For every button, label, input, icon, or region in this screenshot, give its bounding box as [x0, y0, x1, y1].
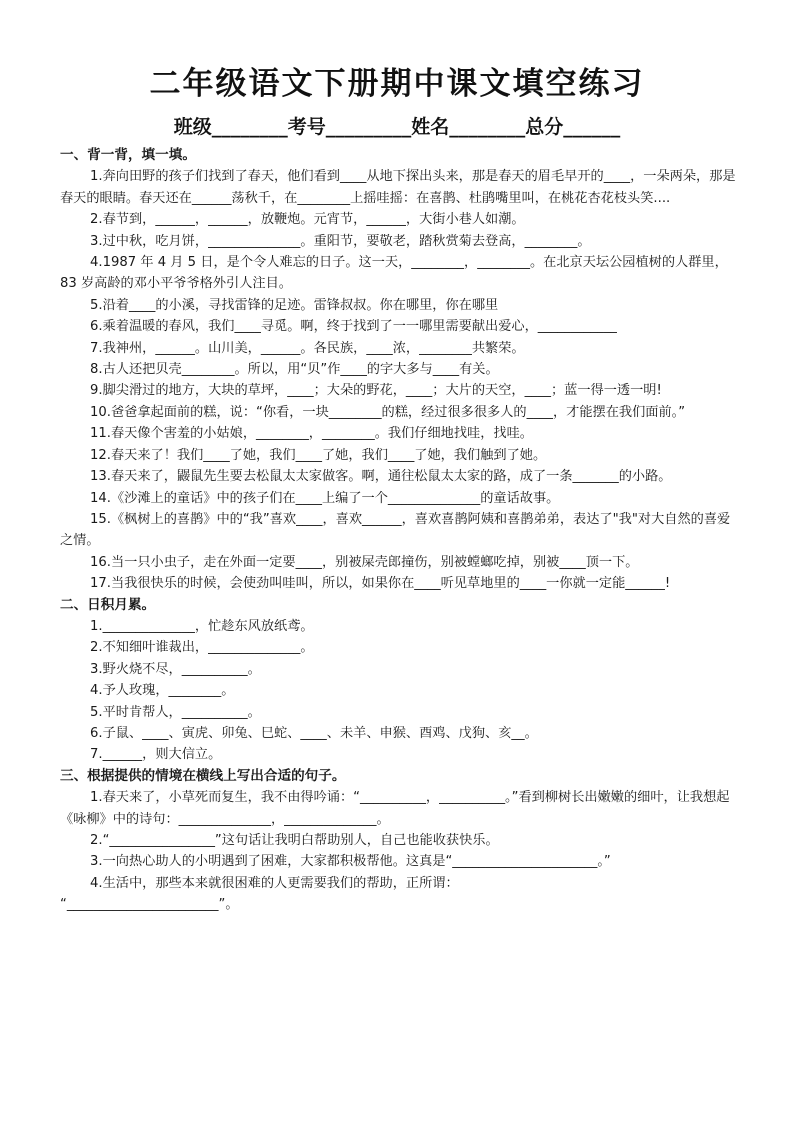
- question-2-7: 7.______，则大信立。: [90, 747, 222, 763]
- question-1-12: 12.春天来了！我们____了她，我们____了她，我们____了她，我们触到了她。: [90, 447, 547, 463]
- section-heading-1: 一、背一背，填一填。: [60, 147, 196, 163]
- student-info-line: 班级________考号_________姓名________总分______: [173, 116, 621, 138]
- question-1-3: 3.过中秋，吃月饼，______________。重阳节，要敬老，踏秋赏菊去登高，________。: [90, 233, 591, 249]
- question-1-14: 14.《沙滩上的童话》中的孩子们在____上编了一个______________的童话故事。: [90, 490, 560, 506]
- question-1-17: 17.当我很快乐的时候，会使劲叫哇叫，所以，如果你在____听见草地里的____一你就一定能______!: [90, 576, 671, 592]
- question-3-4-answer-line: “_______________________”。: [60, 897, 239, 913]
- question-1-10: 10.爸爸拿起面前的糕，说：“你看，一块________的糕，经过很多很多人的____，才能摆在我们面前。”: [90, 404, 686, 420]
- question-2-4: 4.予人玫瑰，________。: [90, 683, 235, 699]
- question-1-11: 11.春天像个害羞的小姑娘，________，________。我们仔细地找哇，找哇。: [90, 426, 533, 442]
- question-1-7: 7.我神州，______。山川美，______。各民族，____浓，________共繁荣。: [90, 340, 525, 356]
- question-2-3: 3.野火烧不尽，__________。: [90, 661, 261, 677]
- question-3-1: 1.春天来了，小草死而复生，我不由得吟诵：“__________，__________。”看到柳树长出嫩嫩的细叶，让我想起《咏柳》中的诗句：______________，______________。: [60, 790, 730, 827]
- question-2-1: 1.______________，忙趁东风放纸鸢。: [90, 618, 314, 634]
- question-3-4: 4.生活中，那些本来就很困难的人更需要我们的帮助，正所谓：: [90, 875, 459, 891]
- section-heading-2: 二、日积月累。: [60, 596, 156, 613]
- worksheet-content: [60, 145, 736, 916]
- question-1-16: 16.当一只小虫子，走在外面一定要____，别被屎壳郎撞伤，别被螳螂吃掉，别被____顶一下。: [90, 554, 639, 570]
- question-2-6: 6.子鼠、____、寅虎、卯兔、巳蛇、____、未羊、申猴、酉鸡、戊狗、亥__。: [90, 725, 538, 741]
- question-1-4: 4.1987 年 4 月 5 日，是个令人难忘的日子。这一天，________，________。在北京天坛公园植树的人群里，83 岁高龄的邓小平爷爷格外引人注目。: [60, 255, 728, 292]
- question-3-3: 3.一向热心助人的小明遇到了困难，大家都积极帮他。这真是“______________________。”: [90, 854, 611, 870]
- question-1-1: 1.奔向田野的孩子们找到了春天，他们看到____从地下探出头来，那是春天的眉毛早开的____，一朵两朵，那是春天的眼睛。春天还在______荡秋千，在________上摇哇摇：在喜鹊、杜鹃嘴里叫，在桃花杏花枝头笑....: [60, 169, 736, 206]
- question-2-5: 5.平时肯帮人，__________。: [90, 704, 261, 720]
- question-1-6: 6.乘着温暖的春风，我们____寻觅。啊，终于找到了一一哪里需要献出爱心，____________: [90, 319, 617, 335]
- question-1-2: 2.春节到，______，______，放鞭炮。元宵节，______，大街小巷人如潮。: [90, 212, 525, 228]
- question-1-9: 9.脚尖滑过的地方，大块的草坪，____；大朵的野花，____；大片的天空，____；蓝一得一透一明!: [90, 383, 662, 399]
- section-heading-3: 三、根据提供的情境在横线上写出合适的句子。: [60, 767, 346, 784]
- question-1-5: 5.沿着____的小溪，寻找雷锋的足迹。雷锋叔叔。你在哪里，你在哪里: [90, 297, 499, 313]
- question-2-2: 2.不知细叶谁裁出，______________。: [90, 640, 314, 656]
- question-1-13: 13.春天来了，鼹鼠先生要去松鼠太太家做客。啊，通往松鼠太太家的路，成了一条_______的小路。: [90, 469, 672, 485]
- question-1-15: 15.《枫树上的喜鹊》中的“我”喜欢____，喜欢______，喜欢喜鹊阿姨和喜鹊弟弟，表达了"我"对大自然的喜爱之情。: [60, 511, 731, 549]
- page-title: 二年级语文下册期中课文填空练习: [149, 66, 645, 102]
- question-1-8: 8.古人还把贝壳________。所以，用“贝”作____的字大多与____有关。: [90, 362, 499, 378]
- question-3-2: 2.“________________”这句话让我明白帮助别人，自己也能收获快乐。: [90, 833, 499, 848]
